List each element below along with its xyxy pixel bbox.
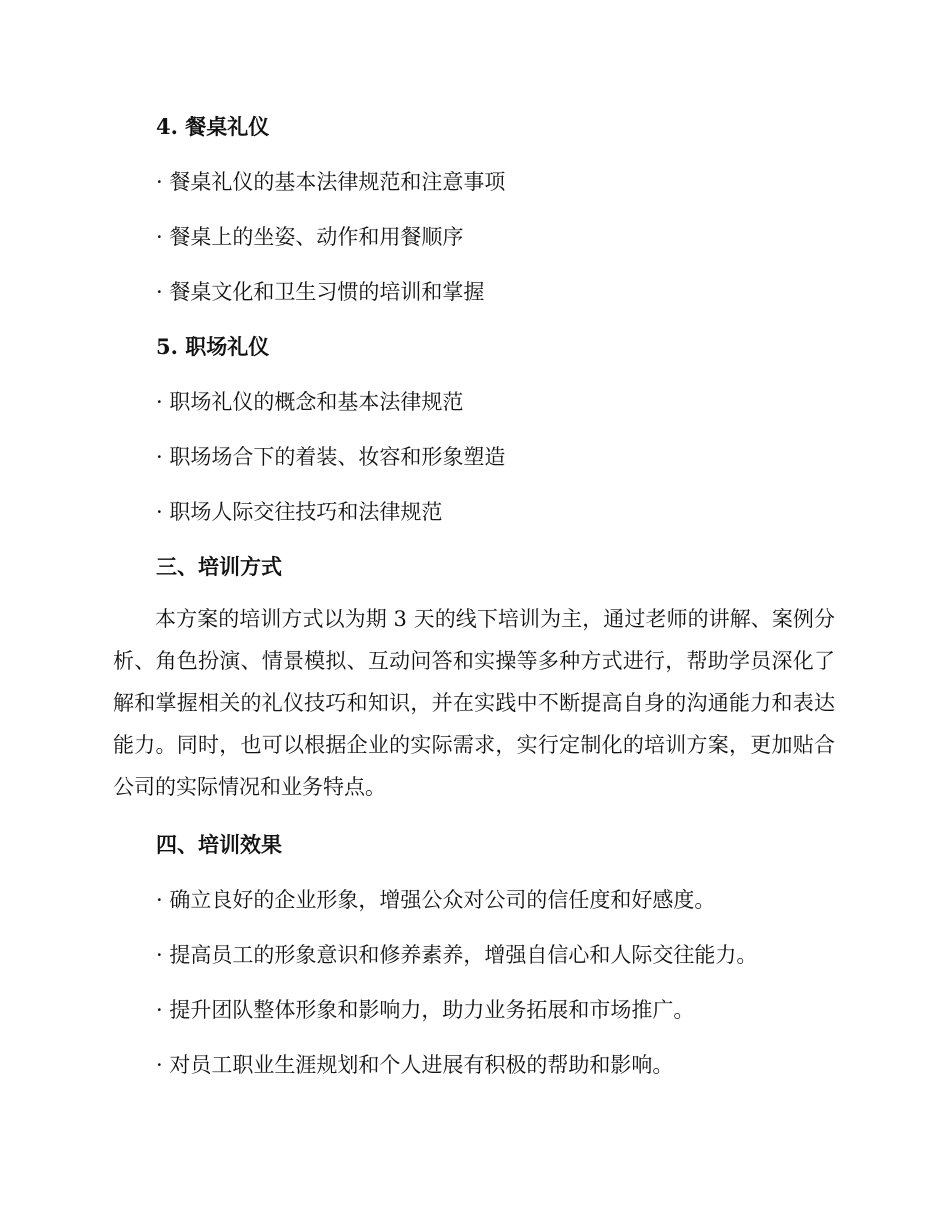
- list-item: · 确立良好的企业形象，增强公众对公司的信任度和好感度。: [156, 888, 716, 912]
- section-heading-training-effect: 四、培训效果: [156, 832, 282, 857]
- section-heading-training-method: 三、培训方式: [156, 554, 282, 579]
- list-item: · 职场场合下的着装、妆容和形象塑造: [156, 445, 506, 469]
- training-method-paragraph: 本方案的培训方式以为期 3 天的线下培训为主，通过老师的讲解、案例分析、角色扮演、情景模拟、互动问答和实操等多种方式进行，帮助学员深化了解和掌握相关的礼仪技巧和知识，并在实践中不断提高自身的沟通能力和表达能力。同时，也可以根据企业的实际需求，实行定制化的培训方案，更加贴合公司的实际情况和业务特点。: [113, 607, 835, 799]
- list-item: · 职场礼仪的概念和基本法律规范: [156, 390, 464, 414]
- list-item: · 职场人际交往技巧和法律规范: [156, 500, 443, 524]
- list-item: · 餐桌礼仪的基本法律规范和注意事项: [156, 170, 506, 194]
- list-item: · 提高员工的形象意识和修养素养，增强自信心和人际交往能力。: [156, 943, 758, 967]
- list-item: · 提升团队整体形象和影响力，助力业务拓展和市场推广。: [156, 998, 695, 1022]
- section-heading-dining-etiquette: 4. 餐桌礼仪: [156, 114, 270, 139]
- section-heading-workplace-etiquette: 5. 职场礼仪: [156, 334, 270, 359]
- list-item: · 餐桌文化和卫生习惯的培训和掌握: [156, 280, 485, 304]
- list-item: · 餐桌上的坐姿、动作和用餐顺序: [156, 225, 464, 249]
- list-item: · 对员工职业生涯规划和个人进展有积极的帮助和影响。: [156, 1053, 674, 1077]
